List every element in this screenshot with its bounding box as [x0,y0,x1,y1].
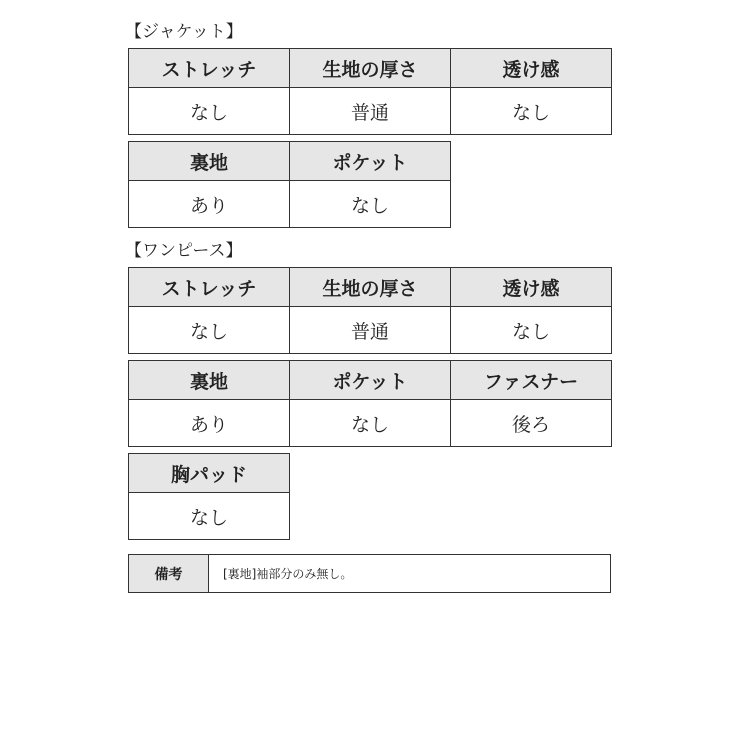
header-stretch: ストレッチ [129,268,290,307]
value-stretch: なし [129,88,290,135]
remarks-label: 備考 [129,555,209,592]
header-stretch: ストレッチ [129,49,290,88]
value-sheerness: なし [451,88,612,135]
table-header-row [129,142,451,181]
jacket-spec-table-2 [128,141,451,228]
table-value-row [129,400,612,447]
table-value-row [129,88,612,135]
value-lining: あり [129,400,290,447]
value-zipper: 後ろ [451,400,612,447]
header-fabric-thickness: 生地の厚さ [290,49,451,88]
header-lining: 裏地 [129,142,290,181]
header-fabric-thickness: 生地の厚さ [290,268,451,307]
table-header-row [129,49,612,88]
header-sheerness: 透け感 [451,268,612,307]
value-stretch: なし [129,307,290,354]
value-pocket: なし [290,181,451,228]
value-bust-pad: なし [129,493,290,540]
table-value-row [129,493,290,540]
table-header-row [129,454,290,493]
table-value-row [129,181,451,228]
table-header-row [129,361,612,400]
onepiece-spec-table-3 [128,453,290,540]
table-header-row [129,268,612,307]
value-fabric-thickness: 普通 [290,88,451,135]
header-zipper: ファスナー [451,361,612,400]
header-bust-pad: 胸パッド [129,454,290,493]
onepiece-section-title: 【ワンピース】 [125,241,243,261]
header-sheerness: 透け感 [451,49,612,88]
jacket-section-title: 【ジャケット】 [125,22,243,42]
value-sheerness: なし [451,307,612,354]
jacket-spec-table-1 [128,48,612,135]
header-lining: 裏地 [129,361,290,400]
remarks-box [128,554,611,593]
header-pocket: ポケット [290,142,451,181]
value-pocket: なし [290,400,451,447]
value-lining: あり [129,181,290,228]
table-value-row [129,307,612,354]
onepiece-spec-table-2 [128,360,612,447]
onepiece-spec-table-1 [128,267,612,354]
header-pocket: ポケット [290,361,451,400]
remarks-text: [裏地]袖部分のみ無し。 [223,567,353,581]
value-fabric-thickness: 普通 [290,307,451,354]
